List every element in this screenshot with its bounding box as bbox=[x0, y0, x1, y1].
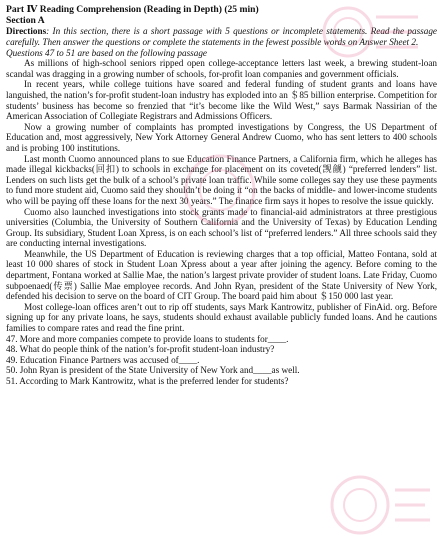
question-48: 48. What do people think of the nation’s for-profit student-loan industry? bbox=[6, 344, 275, 355]
paragraph-3: Now a growing number of complaints has prompted investigations by Congress, the US Department of Education and, most aggressively, New York Attorney General Andrew Cuomo, who has sent letters to 400 schools and is probing 100 institutions. bbox=[6, 121, 437, 153]
directions-text: : In this section, there is a short passage with 5 questions or incomplete statements. Read the passage carefully. Then answer the questions or complete the statements in the fewest possible words on Answer Sheet 2. bbox=[6, 26, 437, 47]
paragraph-1: As millions of high-school seniors ripped open college-acceptance letters last week, a brewing student-loan scandal was dragging in a growing number of schools, for-profit loan companies and government officials. bbox=[6, 58, 437, 79]
part-heading: Part Ⅳ Reading Comprehension (Reading in Depth) (25 min) bbox=[6, 4, 259, 15]
paragraph-2: In recent years, while college tuitions have soared and federal funding of student grants and loans have languished, the nation’s for-profit student-loan industry has exploded into an ＄85 billion enterprise. Competition for students’ business has become so frenzied that “it’s become like the Wild West,” says Barmak Nassirian of the American Association of Collegiate Registrars and Admissions Officers. bbox=[6, 79, 437, 122]
question-51: 51. According to Mark Kantrowitz, what is the preferred lender for students? bbox=[6, 376, 289, 386]
question-50: 50. John Ryan is president of the State University of New York and____as well. bbox=[6, 365, 300, 376]
question-47: 47. More and more companies compete to provide loans to students for____. bbox=[6, 333, 289, 344]
question-list bbox=[6, 334, 437, 387]
paragraph-5: Cuomo also launched investigations into stock grants made to financial-aid administrators at three prestigious universities (Columbia, the University of Southern California and the University of Texas) by Education Lending Group. Its subsidiary, Student Loan Xpress, is on each school’s list of “preferred lenders.” All three schools said they are conducting internal investigations. bbox=[6, 206, 437, 249]
paragraph-4: Last month Cuomo announced plans to sue Education Finance Partners, a California firm, which he alleges has made illegal kickbacks(回扣) to schools in exchange for placement on its coveted(觊觎) “preferred lenders” list. Lenders on such lists get the bulk of a school’s private loan traffic. While some colleges say they use these payments to fund more student aid, Cuomo said they shouldn’t be doing it “on the backs of middle- and lower-income students who will be paying off these loans for the next 30 years.” The finance firm says it hopes to resolve the issue quickly. bbox=[6, 153, 437, 206]
directions bbox=[6, 26, 437, 47]
passage bbox=[6, 58, 437, 333]
paragraph-6: Meanwhile, the US Department of Education is reviewing charges that a top official, Matteo Fontana, sold at least 10 000 shares of stock in Student Loan Xpress about a year after joining the agency. Before coming to the department, Fontana worked at Sallie Mae, the nation’s largest private provider of student loans. Late Friday, Cuomo subpoenaed(传票) Sallie Mae employee records. And John Ryan, president of the State University of New York, defended his decision to serve on the board of CIT Group. The board paid him about ＄150 000 last year. bbox=[6, 248, 437, 302]
question-49: 49. Education Finance Partners was accused of____. bbox=[6, 354, 200, 365]
watermark-stamp-bottom bbox=[325, 470, 435, 540]
directions-label: Directions bbox=[6, 26, 47, 37]
paragraph-7: Most college-loan offices aren’t out to rip off students, says Mark Kantrowitz, publisher of FinAid. org. Before signing up for any private loans, he says, students should exhaust available publicly funded loans. And he cautions families to compare rates and read the fine print. bbox=[6, 301, 437, 334]
questions-note: Questions 47 to 51 are based on the following passage bbox=[6, 47, 208, 58]
section-heading: Section A bbox=[6, 15, 45, 27]
